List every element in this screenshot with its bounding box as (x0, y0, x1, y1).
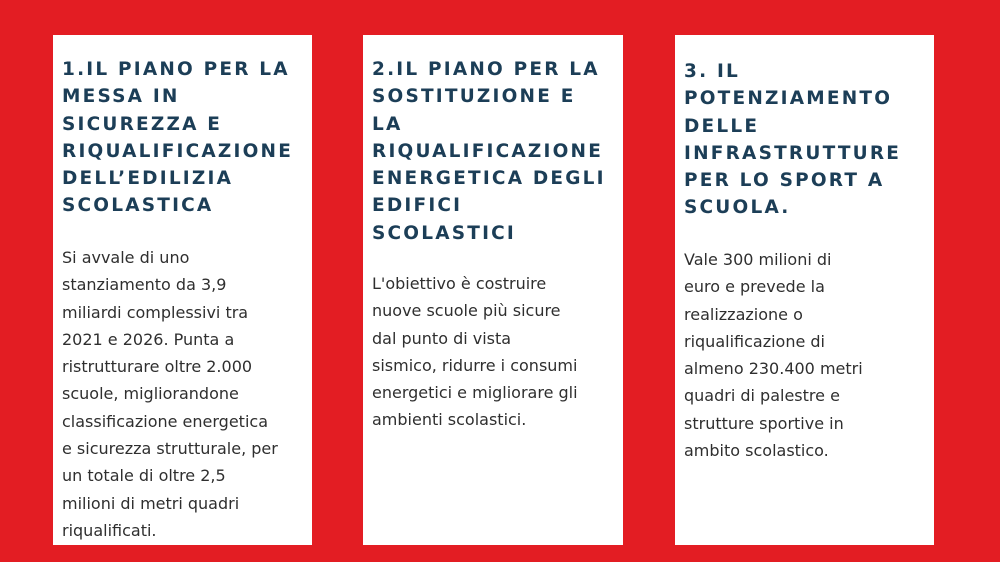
card-description: Vale 300 milioni di euro e prevede la realizzazione o riqualificazione di almeno 230.400 metri quadri di palestre e strutture sportive in ambito scolastico. (684, 250, 863, 461)
card-sostituzione-riqualificazione (363, 35, 623, 545)
card-title: 1.IL PIANO PER LA MESSA IN SICUREZZA E RIQUALIFICAZIONE DELL’EDILIZIA SCOLASTICA (62, 59, 294, 217)
card-messa-in-sicurezza (53, 35, 312, 545)
card-description: L'obiettivo è costruire nuove scuole più sicure dal punto di vista sismico, ridurre i consumi energetici e migliorare gli ambienti scolastici. (372, 274, 578, 430)
card-title: 2.IL PIANO PER LA SOSTITUZIONE E LA RIQUALIFICAZIONE ENERGETICA DEGLI EDIFICI SCOLASTICI (372, 59, 606, 244)
card-infrastrutture-sport (675, 35, 934, 545)
card-description: Si avvale di uno stanziamento da 3,9 miliardi complessivi tra 2021 e 2026. Punta a ristrutturare oltre 2.000 scuole, migliorandone classificazione energetica e sicurezza strutturale, per un totale di oltre 2,5 milioni di metri quadri riqualificati. (62, 248, 278, 540)
card-title: 3. IL POTENZIAMENTO DELLE INFRASTRUTTURE PER LO SPORT A SCUOLA. (684, 61, 902, 219)
